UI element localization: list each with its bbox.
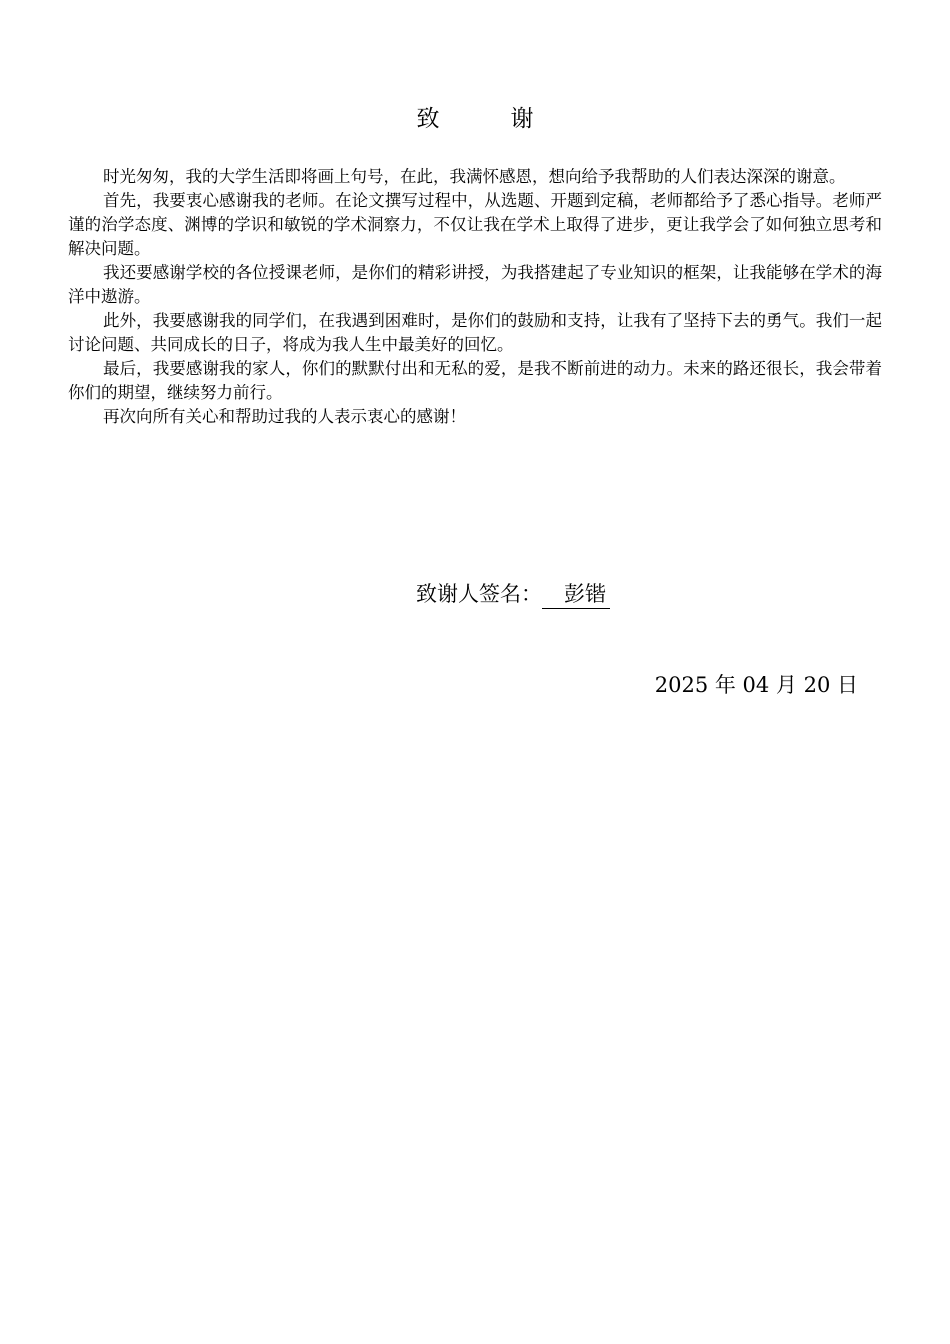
paragraph-3: 我还要感谢学校的各位授课老师，是你们的精彩讲授，为我搭建起了专业知识的框架，让我能够在学术的海洋中遨游。 — [68, 263, 882, 306]
signature-block — [416, 578, 610, 610]
signature-name: 彭锴 — [542, 581, 610, 609]
page-title: 致 谢 — [416, 106, 558, 132]
paragraph-1: 时光匆匆，我的大学生活即将画上句号，在此，我满怀感恩，想向给予我帮助的人们表达深深的谢意。 — [103, 167, 846, 186]
signature-label: 致谢人签名： — [416, 582, 542, 606]
paragraph-6: 再次向所有关心和帮助过我的人表示衷心的感谢！ — [103, 407, 466, 426]
signature-date: 2025 年 04 月 20 日 — [654, 673, 858, 697]
paragraph-5: 最后，我要感谢我的家人，你们的默默付出和无私的爱，是我不断前进的动力。未来的路还很长，我会带着你们的期望，继续努力前行。 — [68, 359, 882, 402]
paragraph-4: 此外，我要感谢我的同学们，在我遇到困难时，是你们的鼓励和支持，让我有了坚持下去的勇气。我们一起讨论问题、共同成长的日子，将成为我人生中最美好的回忆。 — [68, 311, 882, 354]
acknowledgement-body — [68, 165, 882, 429]
paragraph-2: 首先，我要衷心感谢我的老师。在论文撰写过程中，从选题、开题到定稿，老师都给予了悉心指导。老师严谨的治学态度、渊博的学识和敏锐的学术洞察力，不仅让我在学术上取得了进步，更让我学会了如何独立思考和解决问题。 — [68, 191, 882, 258]
